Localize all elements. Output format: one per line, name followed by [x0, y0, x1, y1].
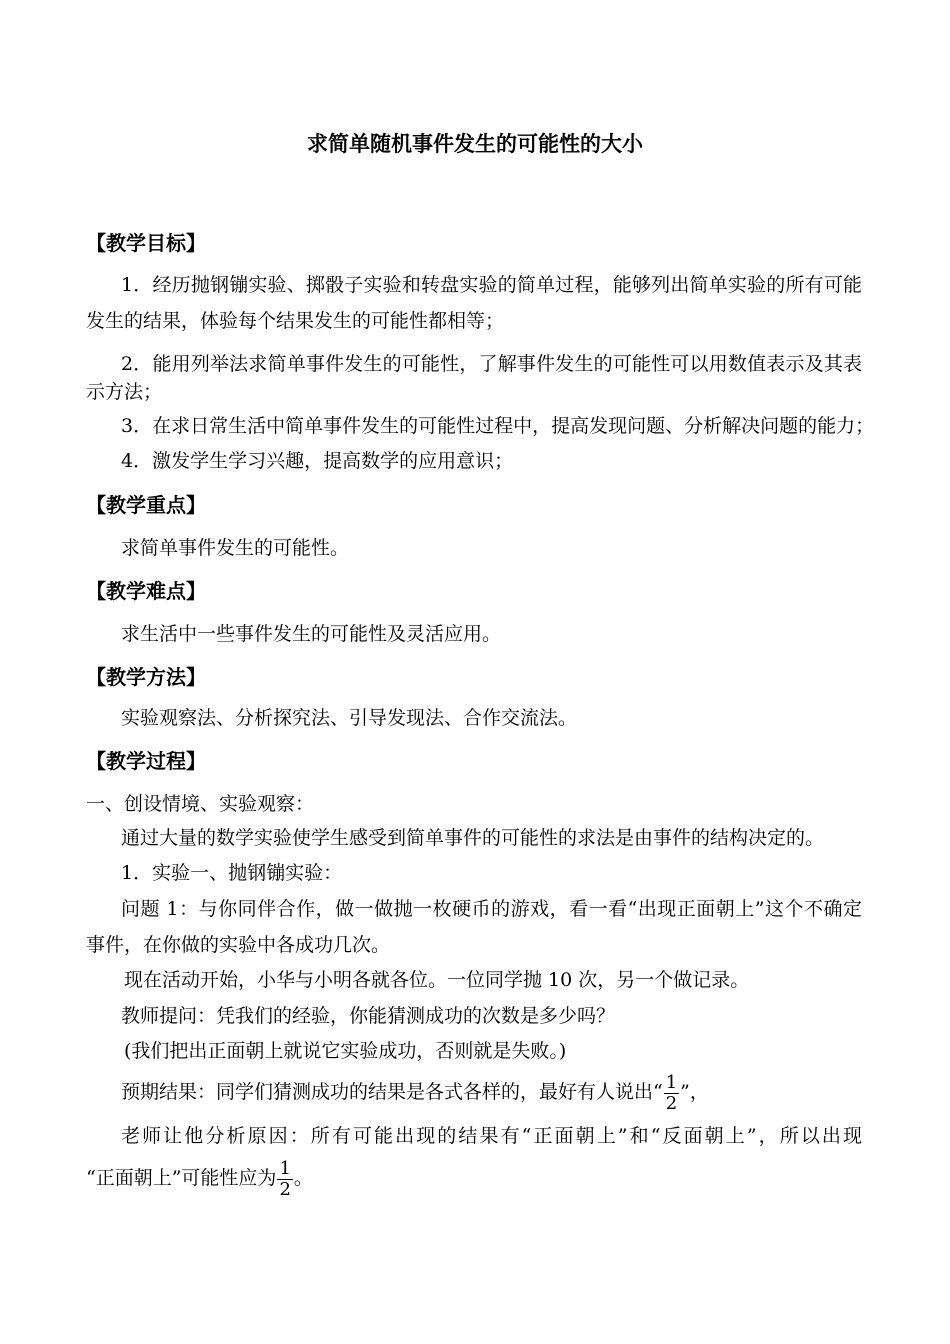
- goal-line: 1．经历抛钢镚实验、掷骰子实验和转盘实验的简单过程，能够列出简单实验的所有可能: [121, 274, 862, 296]
- section-heading-process: 【教学过程】: [86, 749, 206, 773]
- process-line: 事件，在你做的实验中各成功几次。: [86, 934, 391, 956]
- process-line-expected: [121, 1070, 862, 1114]
- goal-line: 2．能用列举法求简单事件发生的可能性，了解事件发生的可能性可以用数值表示及其表: [121, 353, 862, 375]
- probability-text-end: 。: [293, 1167, 313, 1189]
- expected-text-end: ”，: [680, 1081, 709, 1103]
- goal-line: 发生的结果，体验每个结果发生的可能性都相等；: [86, 310, 505, 332]
- section-heading-goals: 【教学目标】: [86, 231, 206, 255]
- goal-line: 示方法；: [86, 381, 163, 403]
- process-line: 现在活动开始，小华与小明各就各位。一位同学抛 10 次，另一个做记录。: [124, 969, 750, 991]
- process-line: 一、创设情境、实验观察：: [86, 793, 315, 815]
- process-line: 老师让他分析原因：所有可能出现的结果有“正面朝上”和“反面朝上”，所以出现: [121, 1125, 862, 1147]
- fraction-numerator: 1: [665, 1071, 678, 1093]
- process-line: 1．实验一、抛钢镚实验：: [121, 862, 343, 884]
- section-heading-method: 【教学方法】: [86, 665, 206, 689]
- expected-text: 预期结果：同学们猜测成功的结果是各式各样的，最好有人说出“: [121, 1081, 663, 1103]
- process-line-probability: [86, 1156, 862, 1200]
- fraction-numerator: 1: [279, 1157, 291, 1179]
- method-text: 实验观察法、分析探究法、引导发现法、合作交流法。: [121, 707, 578, 729]
- fraction-one-half: [664, 1073, 679, 1114]
- process-line: (我们把出正面朝上就说它实验成功，否则就是失败。): [124, 1040, 567, 1062]
- difficult-text: 求生活中一些事件发生的可能性及灵活应用。: [121, 623, 502, 645]
- fraction-denominator: 2: [279, 1178, 291, 1200]
- process-line: 问题 1：与你同伴合作，做一做抛一枚硬币的游戏，看一看“出现正面朝上”这个不确定: [121, 898, 862, 920]
- probability-text: “正面朝上”可能性应为: [86, 1167, 277, 1189]
- section-heading-key: 【教学重点】: [86, 493, 206, 517]
- goal-line: 3．在求日常生活中简单事件发生的可能性过程中，提高发现问题、分析解决问题的能力；: [121, 415, 875, 437]
- section-heading-difficult: 【教学难点】: [86, 579, 206, 603]
- fraction-denominator: 2: [665, 1092, 678, 1114]
- fraction-one-half: [277, 1159, 292, 1200]
- process-line: 通过大量的数学实验使学生感受到简单事件的可能性的求法是由事件的结构决定的。: [121, 827, 825, 849]
- page-title: 求简单随机事件发生的可能性的大小: [307, 132, 643, 156]
- key-text: 求简单事件发生的可能性。: [121, 537, 350, 559]
- process-line: 教师提问：凭我们的经验，你能猜测成功的次数是多少吗？: [121, 1005, 616, 1027]
- goal-line: 4．激发学生学习兴趣，提高数学的应用意识；: [121, 450, 514, 472]
